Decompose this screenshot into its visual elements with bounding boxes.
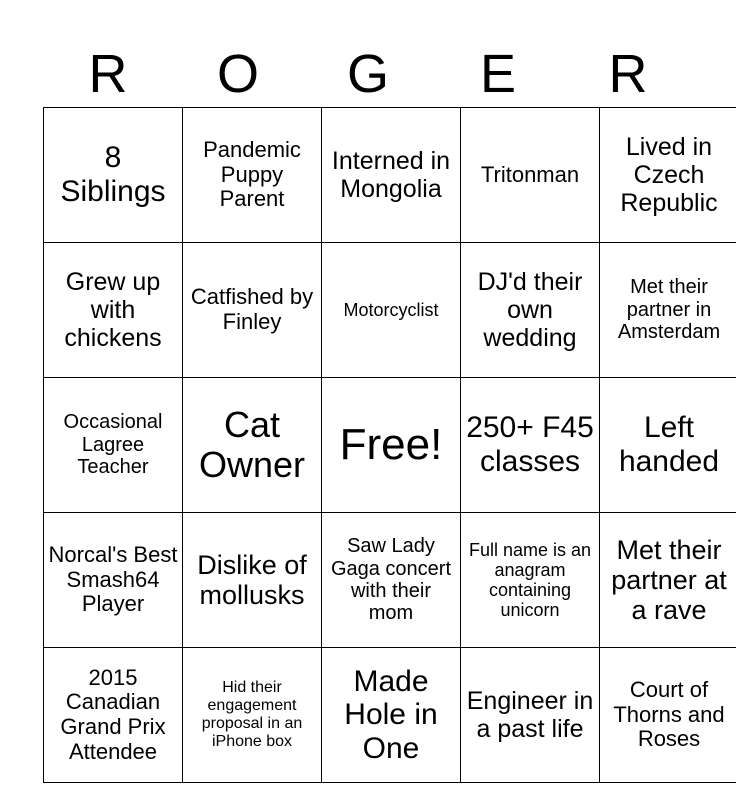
grid-row bbox=[44, 243, 736, 378]
grid-row bbox=[44, 648, 736, 783]
bingo-cell[interactable]: Catfished by Finley bbox=[183, 243, 322, 378]
bingo-cell[interactable]: Full name is an anagram containing unicorn bbox=[461, 513, 600, 648]
bingo-cell[interactable]: Hid their engagement proposal in an iPhone box bbox=[183, 648, 322, 783]
bingo-cell[interactable]: Left handed bbox=[600, 378, 736, 513]
header-letter-g: G bbox=[346, 44, 389, 104]
bingo-cell[interactable]: Interned in Mongolia bbox=[322, 108, 461, 243]
header-letter-o: O bbox=[216, 44, 259, 104]
bingo-cell[interactable]: Made Hole in One bbox=[322, 648, 461, 783]
header-letter-r: R bbox=[88, 44, 128, 104]
bingo-cell[interactable]: 8 Siblings bbox=[44, 108, 183, 243]
bingo-cell[interactable]: Grew up with chickens bbox=[44, 243, 183, 378]
bingo-cell[interactable]: 2015 Canadian Grand Prix Attendee bbox=[44, 648, 183, 783]
bingo-cell[interactable]: Tritonman bbox=[461, 108, 600, 243]
bingo-cell[interactable]: 250+ F45 classes bbox=[461, 378, 600, 513]
bingo-cell[interactable]: Motorcyclist bbox=[322, 243, 461, 378]
header-letter-r2: R bbox=[608, 44, 648, 104]
bingo-cell[interactable]: Dislike of mollusks bbox=[183, 513, 322, 648]
free-cell[interactable]: Free! bbox=[322, 378, 461, 513]
bingo-cell[interactable]: Court of Thorns and Roses bbox=[600, 648, 736, 783]
header-letter-e: E bbox=[479, 44, 517, 104]
bingo-cell[interactable]: Met their partner in Amsterdam bbox=[600, 243, 736, 378]
bingo-cell[interactable]: DJ'd their own wedding bbox=[461, 243, 600, 378]
bingo-cell[interactable]: Met their partner at a rave bbox=[600, 513, 736, 648]
grid-row bbox=[44, 513, 736, 648]
grid-row bbox=[44, 378, 736, 513]
bingo-cell[interactable]: Lived in Czech Republic bbox=[600, 108, 736, 243]
grid-row bbox=[44, 108, 736, 243]
bingo-cell[interactable]: Occasional Lagree Teacher bbox=[44, 378, 183, 513]
bingo-grid bbox=[43, 107, 736, 783]
bingo-cell[interactable]: Saw Lady Gaga concert with their mom bbox=[322, 513, 461, 648]
bingo-cell[interactable]: Engineer in a past life bbox=[461, 648, 600, 783]
bingo-cell[interactable]: Pandemic Puppy Parent bbox=[183, 108, 322, 243]
bingo-cell[interactable]: Cat Owner bbox=[183, 378, 322, 513]
bingo-header bbox=[43, 38, 693, 110]
bingo-cell[interactable]: Norcal's Best Smash64 Player bbox=[44, 513, 183, 648]
